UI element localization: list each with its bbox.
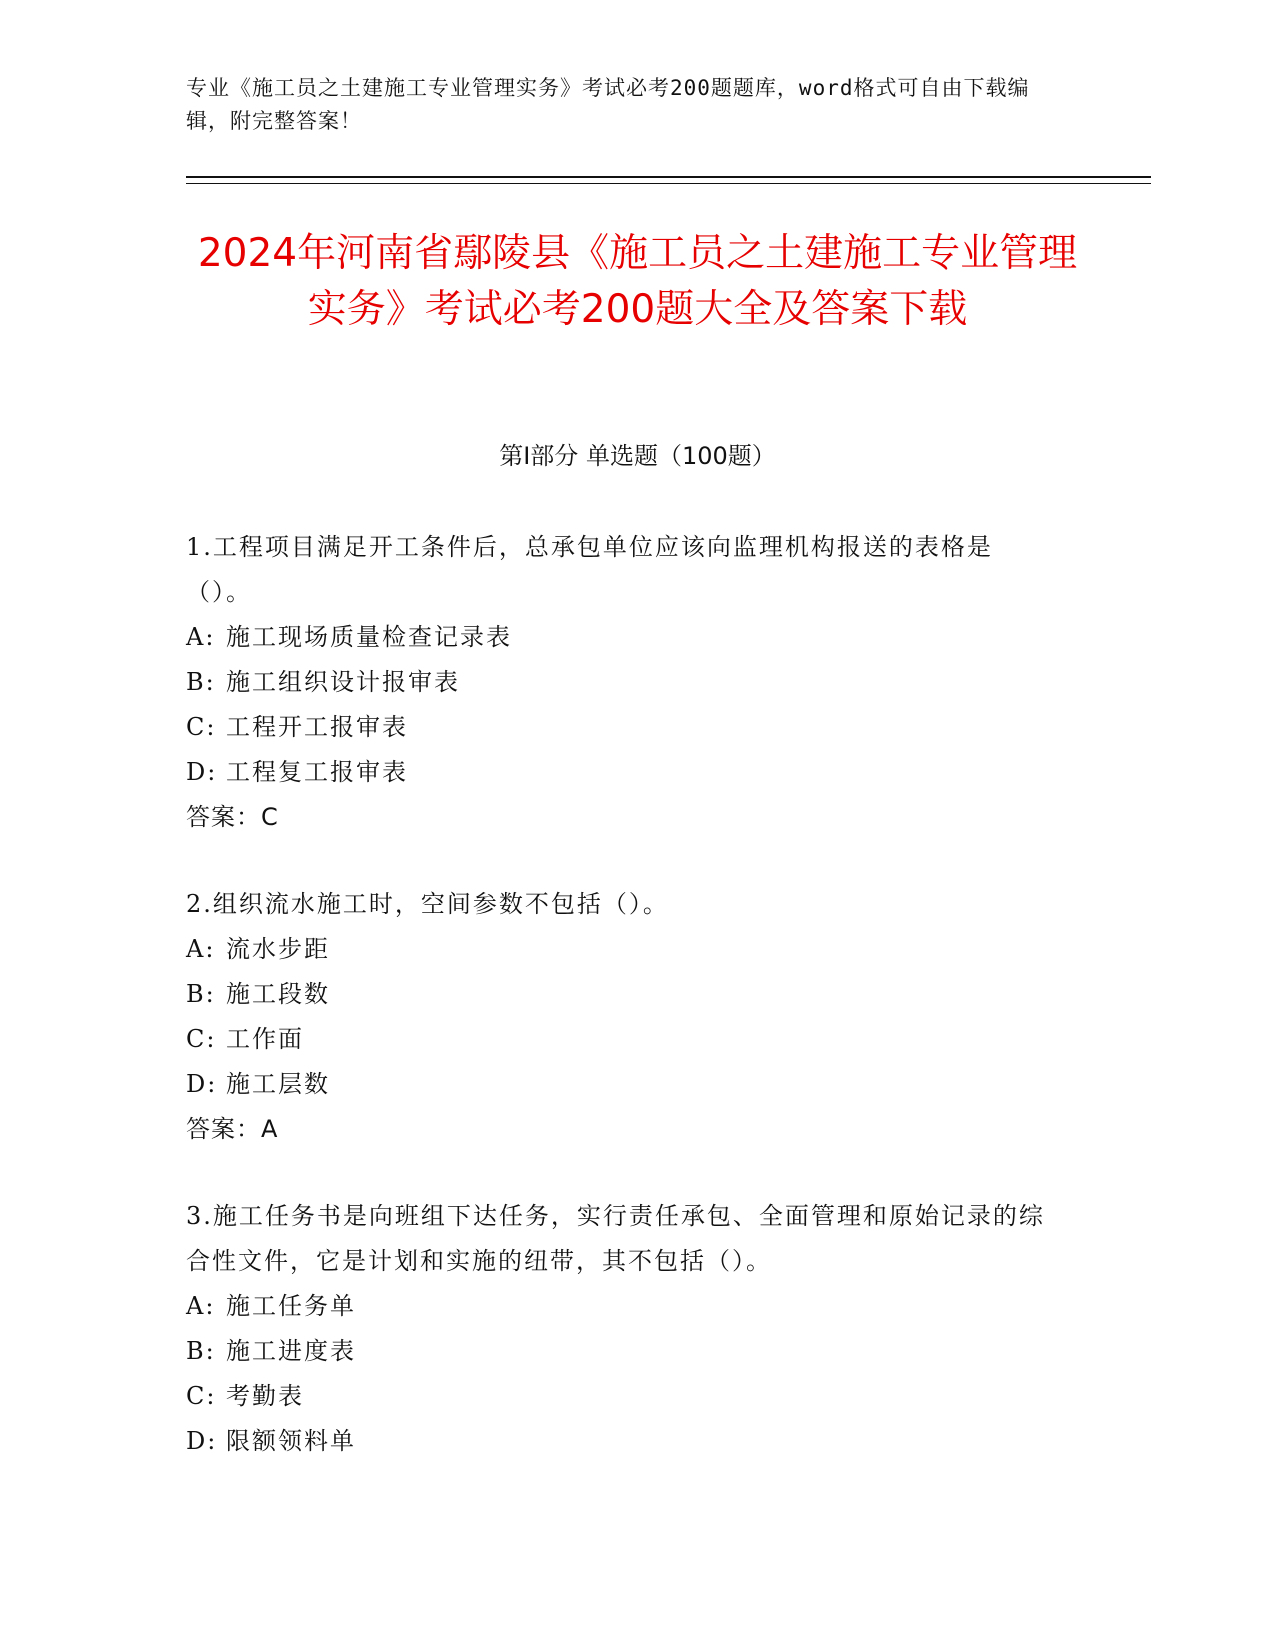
header-note: 专业《施工员之土建施工专业管理实务》考试必考200题题库，word格式可自由下载编辑，附完整答案！ bbox=[186, 76, 1030, 133]
option-c bbox=[186, 1374, 1056, 1419]
option-text: 施工进度表 bbox=[226, 1337, 356, 1365]
question-stem: 1.工程项目满足开工条件后，总承包单位应该向监理机构报送的表格是（）。 bbox=[186, 533, 993, 606]
header-divider-thin bbox=[186, 183, 1151, 184]
option-key: A: bbox=[186, 1292, 216, 1320]
option-key: B: bbox=[186, 1337, 216, 1365]
option-key: D: bbox=[186, 1070, 218, 1098]
option-key: B: bbox=[186, 668, 216, 696]
question-3 bbox=[186, 1194, 1056, 1464]
option-text: 限额领料单 bbox=[226, 1427, 356, 1455]
option-text: 流水步距 bbox=[226, 935, 330, 963]
header-divider-thick bbox=[186, 176, 1151, 178]
option-c bbox=[186, 1017, 1056, 1062]
option-b bbox=[186, 972, 1056, 1017]
option-text: 施工层数 bbox=[226, 1070, 330, 1098]
answer-line: 答案：C bbox=[186, 803, 279, 831]
option-a bbox=[186, 1284, 1056, 1329]
option-key: D: bbox=[186, 758, 218, 786]
option-text: 工作面 bbox=[226, 1025, 304, 1053]
option-text: 考勤表 bbox=[226, 1382, 304, 1410]
option-key: B: bbox=[186, 980, 216, 1008]
option-key: A: bbox=[186, 623, 216, 651]
option-b bbox=[186, 660, 1056, 705]
option-key: A: bbox=[186, 935, 216, 963]
answer-line: 答案：A bbox=[186, 1115, 279, 1143]
option-key: C: bbox=[186, 1025, 217, 1053]
document-title: 2024年河南省鄢陵县《施工员之土建施工专业管理实务》考试必考200题大全及答案下载 bbox=[197, 231, 1078, 332]
option-text: 施工现场质量检查记录表 bbox=[226, 623, 512, 651]
section-title: 第I部分 单选题（100题） bbox=[499, 442, 776, 470]
option-text: 工程开工报审表 bbox=[226, 713, 408, 741]
option-text: 施工段数 bbox=[226, 980, 330, 1008]
question-1 bbox=[186, 525, 1056, 840]
option-c bbox=[186, 705, 1056, 750]
question-stem: 2.组织流水施工时，空间参数不包括（）。 bbox=[186, 890, 669, 918]
question-2 bbox=[186, 882, 1056, 1152]
option-key: C: bbox=[186, 1382, 217, 1410]
option-text: 工程复工报审表 bbox=[226, 758, 408, 786]
option-d bbox=[186, 1419, 1056, 1464]
question-list bbox=[186, 525, 1056, 1506]
option-a bbox=[186, 927, 1056, 972]
option-d bbox=[186, 750, 1056, 795]
option-d bbox=[186, 1062, 1056, 1107]
option-a bbox=[186, 615, 1056, 660]
option-text: 施工任务单 bbox=[226, 1292, 356, 1320]
option-b bbox=[186, 1329, 1056, 1374]
option-key: C: bbox=[186, 713, 217, 741]
question-stem: 3.施工任务书是向班组下达任务，实行责任承包、全面管理和原始记录的综合性文件，它是计划和实施的纽带，其不包括（）。 bbox=[186, 1202, 1045, 1275]
option-key: D: bbox=[186, 1427, 218, 1455]
option-text: 施工组织设计报审表 bbox=[226, 668, 460, 696]
